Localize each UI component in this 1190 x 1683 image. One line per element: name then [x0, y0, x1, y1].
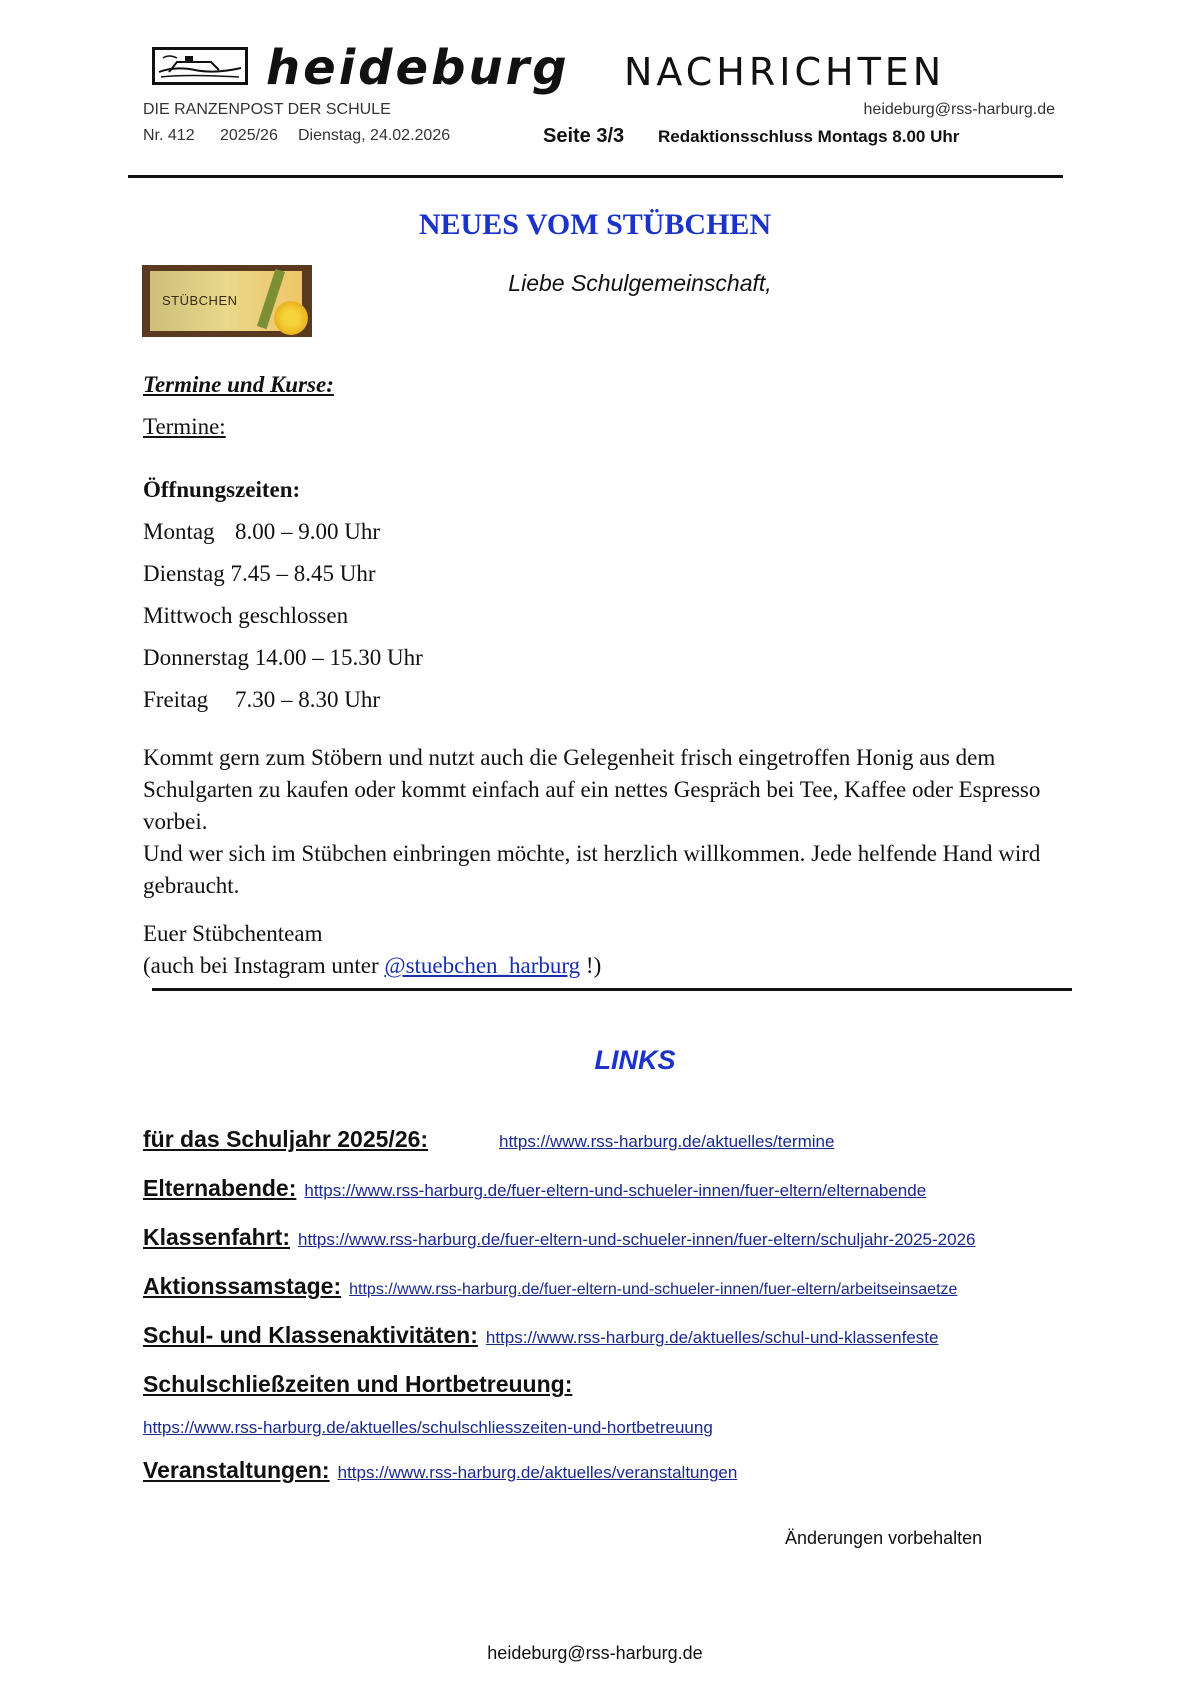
link-url[interactable]: https://www.rss-harburg.de/aktuelles/schul-und-klassenfeste	[485, 1328, 939, 1347]
hours-row	[143, 642, 423, 674]
hours-row	[143, 600, 348, 632]
link-row	[143, 1174, 926, 1202]
changes-reserved-note: Änderungen vorbehalten	[785, 1528, 983, 1548]
hours-time: 8.00 – 9.00 Uhr	[235, 519, 381, 544]
instagram-suffix: !)	[580, 953, 602, 978]
hours-day: Freitag	[143, 687, 209, 712]
link-row	[143, 1272, 957, 1301]
link-row	[143, 1223, 976, 1251]
page-number: Seite 3/3	[543, 125, 625, 147]
hours-day: Montag	[143, 519, 215, 544]
link-label: Aktionssamstage:	[143, 1273, 342, 1299]
stuebchen-paragraph-2: Und wer sich im Stübchen einbringen möchte, ist herzlich willkommen. Jede helfende Hand wird gebraucht.	[143, 841, 1041, 898]
hours-day: Mittwoch	[143, 603, 233, 628]
hours-day: Donnerstag	[143, 645, 250, 670]
masthead-brand-suffix: NACHRICHTEN	[624, 50, 946, 94]
masthead-logo	[152, 47, 248, 85]
hours-row	[143, 684, 380, 716]
stuebchen-photo	[142, 265, 312, 337]
termine-heading: Termine und Kurse:	[143, 372, 334, 397]
link-label: Klassenfahrt:	[143, 1224, 290, 1250]
link-row	[143, 1321, 938, 1349]
termine-label: Termine:	[143, 414, 226, 439]
links-title: LINKS	[594, 1045, 676, 1075]
link-url[interactable]: https://www.rss-harburg.de/aktuelles/schulschliesszeiten-und-hortbetreuung	[143, 1418, 713, 1437]
instagram-line	[143, 950, 601, 982]
link-url[interactable]: https://www.rss-harburg.de/fuer-eltern-und-schueler-innen/fuer-eltern/schuljahr-2025-2026	[297, 1230, 976, 1249]
masthead-divider	[128, 175, 1063, 178]
link-url[interactable]: https://www.rss-harburg.de/aktuelles/veranstaltungen	[337, 1463, 738, 1482]
link-label: Schulschließzeiten und Hortbetreuung:	[143, 1371, 573, 1397]
link-url[interactable]: https://www.rss-harburg.de/aktuelles/termine	[499, 1132, 835, 1151]
issue-number: Nr. 412	[143, 127, 195, 144]
link-url[interactable]: https://www.rss-harburg.de/fuer-eltern-und-schueler-innen/fuer-eltern/arbeitseinsaetze	[349, 1281, 958, 1298]
instagram-prefix: (auch bei Instagram unter	[143, 953, 385, 978]
link-row	[143, 1125, 834, 1153]
hours-row	[143, 516, 380, 548]
stuebchen-paragraph-1: Kommt gern zum Stöbern und nutzt auch die Gelegenheit frisch eingetroffen Honig aus dem Schulgarten zu kaufen oder kommt einfach auf ein nettes Gespräch bei Tee, Kaffee oder Espresso vorbei.	[143, 745, 1041, 834]
masthead-email[interactable]: heideburg@rss-harburg.de	[863, 101, 1055, 118]
school-year: 2025/26	[220, 127, 278, 144]
greeting: Liebe Schulgemeinschaft,	[508, 270, 772, 296]
link-label: Elternabende:	[143, 1175, 297, 1201]
section-divider	[152, 988, 1072, 991]
link-row	[143, 1456, 737, 1484]
ship-logo-icon	[155, 50, 245, 82]
photo-sign-label: STÜBCHEN	[162, 293, 238, 308]
hours-time: 7.45 – 8.45 Uhr	[230, 561, 376, 586]
stuebchen-signoff: Euer Stübchenteam	[143, 921, 323, 946]
hours-day: Dienstag	[143, 561, 225, 586]
masthead-brand: heideburg	[266, 40, 570, 96]
link-label: Schul- und Klassenaktivitäten:	[143, 1322, 478, 1348]
deadline-note: Redaktionsschluss Montags 8.00 Uhr	[658, 127, 960, 146]
hours-time: geschlossen	[238, 603, 349, 628]
link-url[interactable]: https://www.rss-harburg.de/fuer-eltern-und-schueler-innen/fuer-eltern/elternabende	[304, 1181, 927, 1200]
flower-icon	[274, 301, 308, 335]
issue-date: Dienstag, 24.02.2026	[298, 127, 451, 144]
footer-email[interactable]: heideburg@rss-harburg.de	[487, 1643, 703, 1663]
masthead-subtitle: DIE RANZENPOST DER SCHULE	[143, 101, 391, 118]
stuebchen-title: NEUES VOM STÜBCHEN	[418, 208, 772, 241]
hours-heading: Öffnungszeiten:	[143, 477, 301, 502]
link-label: für das Schuljahr 2025/26:	[143, 1126, 429, 1152]
hours-row	[143, 558, 376, 590]
link-label: Veranstaltungen:	[143, 1457, 330, 1483]
hours-time: 7.30 – 8.30 Uhr	[235, 687, 381, 712]
hours-time: 14.00 – 15.30 Uhr	[254, 645, 423, 670]
instagram-link[interactable]: @stuebchen_harburg	[384, 953, 581, 978]
